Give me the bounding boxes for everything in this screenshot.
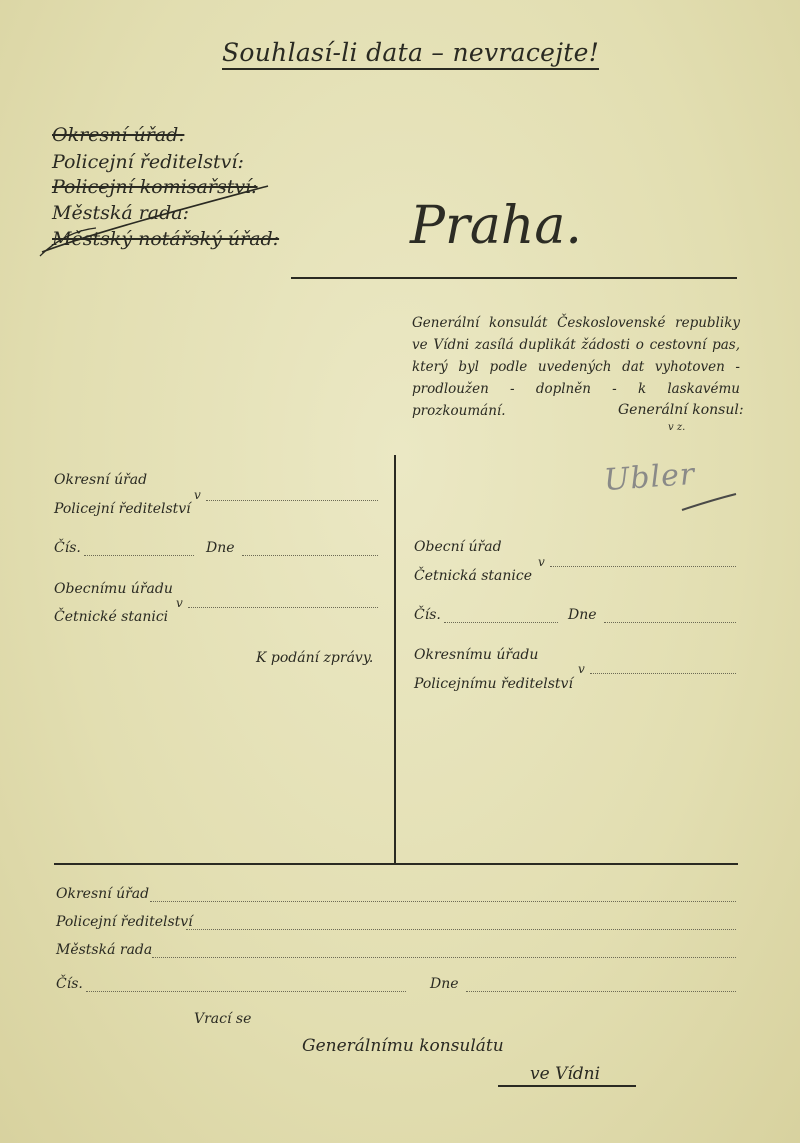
bottom-return-label: Vrací se (194, 1011, 252, 1027)
right-v2: v (578, 662, 585, 676)
horizontal-divider (54, 863, 738, 865)
bottom-dne-line (466, 991, 736, 992)
right-cis-line (444, 622, 558, 623)
page-title: Souhlasí-li data – nevracejte! (222, 38, 599, 70)
right-to-policejnimu: Policejnímu ředitelství (414, 676, 573, 692)
left-v2: v (176, 596, 183, 610)
bottom-line-1 (150, 901, 736, 902)
left-office-okresni: Okresní úřad (54, 472, 148, 488)
right-to-place-line (590, 673, 736, 674)
header-okresni-urad: Okresní úřad. (52, 124, 185, 146)
bottom-office-policejni: Policejní ředitelství (56, 914, 193, 930)
bottom-line-3 (152, 957, 736, 958)
right-dne-label: Dne (568, 607, 597, 623)
left-to-obecnimu: Obecnímu úřadu (54, 581, 173, 597)
left-v1: v (194, 488, 201, 502)
signature: Ubler (602, 456, 697, 499)
left-to-cetnicke: Četnické stanici (54, 609, 169, 625)
bottom-cis-line (86, 991, 406, 992)
city-handwritten: Praha. (410, 196, 582, 256)
left-to-place-line (188, 607, 378, 608)
right-to-okresnimu: Okresnímu úřadu (414, 647, 539, 663)
left-purpose: K podání zprávy. (256, 650, 374, 666)
left-place-line (206, 500, 378, 501)
bottom-office-mestska: Městská rada (56, 942, 153, 958)
left-dne-line (242, 555, 378, 556)
bottom-dne-label: Dne (430, 976, 459, 992)
bottom-line-2 (186, 929, 736, 930)
bottom-recipient: Generálnímu konsulátu (302, 1036, 504, 1056)
right-office-cetnicka: Četnická stanice (414, 568, 533, 584)
right-v1: v (538, 555, 545, 569)
pen-strike-strokes (36, 180, 276, 260)
header-policejni-reditelstvi: Policejní ředitelství: (52, 151, 244, 173)
right-cis-label: Čís. (414, 607, 441, 623)
right-office-obecni: Obecní úřad (414, 539, 502, 555)
bottom-location-underline (498, 1085, 636, 1087)
signature-flourish (680, 488, 740, 514)
left-dne-label: Dne (206, 540, 235, 556)
left-office-policejni: Policejní ředitelství (54, 501, 191, 517)
right-place-line (550, 566, 736, 567)
bottom-location: ve Vídni (530, 1064, 601, 1084)
header-mestsky-notarsky-urad: Městský notářský úřad: (52, 228, 280, 250)
header-policejni-komisarstvi: Policejní komisařství: (52, 176, 258, 198)
vertical-divider (394, 455, 396, 863)
consul-label: Generální konsul: (618, 402, 744, 418)
left-cis-line (84, 555, 194, 556)
header-mestska-rada: Městská rada: (52, 202, 190, 224)
bottom-cis-label: Čís. (56, 976, 83, 992)
left-cis-label: Čís. (54, 540, 81, 556)
consulate-paragraph: Generální konsulát Československé republiky ve Vídni zasílá duplikát žádosti o cestovní pas, který byl podle uvedených dat vyhotoven - prodloužen - doplněn - k laskavému prozkoumání. (412, 315, 740, 419)
consul-vz: v z. (668, 422, 686, 433)
right-dne-line (604, 622, 736, 623)
city-underline (291, 277, 737, 279)
bottom-office-okresni: Okresní úřad (56, 886, 150, 902)
